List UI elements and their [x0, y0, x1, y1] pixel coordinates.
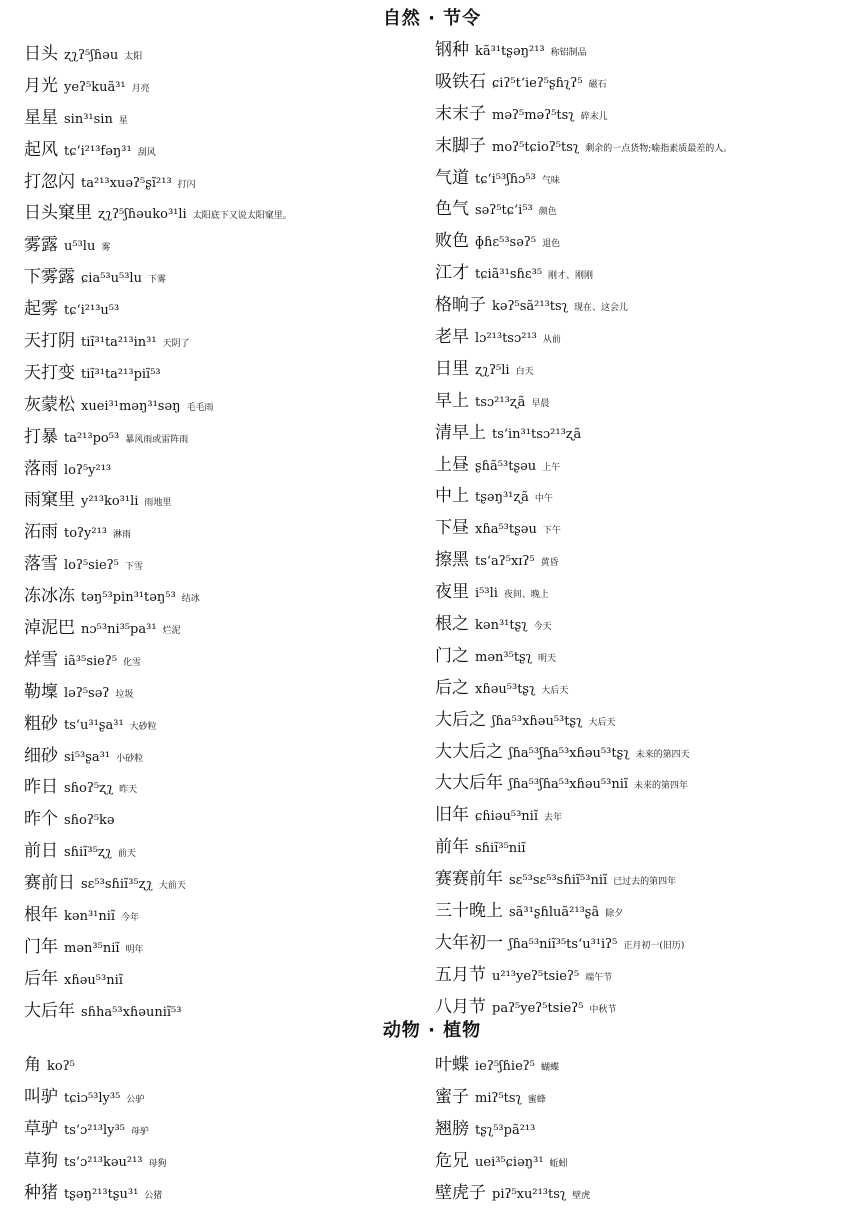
entry-pronunciation: mən³⁵tʂʅ [475, 649, 533, 665]
entry-word: 擦黑 [435, 550, 469, 571]
entry-word: 日头 [24, 44, 58, 64]
entry-pronunciation: y²¹³ko³¹li [81, 494, 139, 510]
entry-gloss: 正月初一(旧历) [623, 940, 685, 951]
entry-pronunciation: uei³⁵ɕiəŋ³¹ [475, 1154, 544, 1170]
entry-row [24, 38, 292, 70]
entry-pronunciation: tsʻin³¹tsɔ²¹³ʐã [492, 426, 582, 442]
entry-pronunciation: tsʻɔ²¹³kəu²¹³ [64, 1154, 143, 1170]
entry-gloss: 淋雨 [113, 530, 132, 541]
entry-gloss: 已过去的第四年 [613, 877, 677, 888]
entry-pronunciation: tsʻɔ²¹³ly³⁵ [64, 1122, 125, 1138]
entry-row [435, 608, 732, 640]
entry-gloss: 未来的第四年 [634, 781, 689, 792]
entry-pronunciation: tsʻaʔ⁵xɪʔ⁵ [475, 554, 535, 570]
entry-gloss: 月亮 [131, 83, 150, 94]
entry-gloss: 结冰 [181, 594, 200, 605]
entry-gloss: 蝴蝶 [540, 1063, 559, 1073]
entry-row [435, 193, 732, 225]
entry-word: 大大后之 [435, 741, 503, 762]
entry-word: 大年初一 [435, 932, 503, 953]
entry-pronunciation: sɛ⁵³sɛ⁵³sɦiĩ⁵³niĩ [509, 873, 608, 889]
entry-pronunciation: kã³¹tʂəŋ²¹³ [475, 44, 545, 59]
entry-row [435, 672, 732, 704]
entry-pronunciation: ʃɦa⁵³ʃɦa⁵³xɦəu⁵³tʂʅ [509, 745, 630, 761]
entry-word: 赛前日 [24, 873, 75, 894]
entry-word: 角 [24, 1055, 41, 1075]
entry-row [24, 197, 292, 229]
entry-word: 壁虎子 [435, 1182, 486, 1203]
entry-word: 格晌子 [435, 295, 486, 316]
entry-row [24, 1049, 167, 1081]
entry-word: 勒壈 [24, 681, 58, 702]
entry-word: 色气 [435, 199, 469, 220]
entry-gloss: 太阳 [124, 52, 143, 62]
entry-gloss: 下雾 [147, 275, 166, 286]
entry-row [24, 867, 292, 899]
entry-word: 大后之 [435, 709, 486, 730]
entry-pronunciation: ʃɦa⁵³ʃɦa⁵³xɦəu⁵³niĩ [509, 777, 629, 793]
entry-gloss: 昨天 [119, 785, 138, 796]
entry-word: 昨个 [24, 809, 58, 830]
entry-word: 烊雪 [24, 649, 58, 670]
entry-gloss: 天阴了 [162, 339, 190, 350]
entry-word: 门之 [435, 645, 469, 666]
entry-gloss: 下雪 [124, 562, 143, 573]
entry-pronunciation: nɔ⁵³ni³⁵pa³¹ [81, 622, 157, 638]
entry-pronunciation: tʂəŋ³¹ʐã [475, 490, 529, 506]
entry-gloss: 中午 [534, 494, 553, 505]
entry-word: 打暴 [24, 426, 58, 447]
entry-row [24, 1145, 167, 1177]
entry-row [435, 1113, 590, 1145]
entry-gloss: 雨地里 [144, 498, 172, 509]
entry-gloss: 黄昏 [540, 558, 559, 569]
entry-word: 气道 [435, 167, 469, 188]
entry-row [24, 389, 292, 421]
entry-row [24, 102, 292, 134]
entry-word: 星星 [24, 107, 58, 128]
entry-row [24, 548, 292, 580]
entry-row [435, 704, 732, 736]
entry-pronunciation: sɛ⁵³sɦiĩ³⁵ʐʅ [81, 877, 153, 893]
entry-gloss: 早晨 [531, 398, 550, 409]
entry-row [435, 1145, 590, 1177]
entry-pronunciation: tiĩ³¹ta²¹³piĩ⁵³ [81, 366, 161, 382]
entry-gloss: 剩余的一点货物;喻指素质最差的人。 [585, 143, 733, 154]
entry-pronunciation: ta²¹³xuəʔ⁵ʂĩ²¹³ [81, 175, 172, 191]
entry-pronunciation: toʔy²¹³ [64, 526, 107, 542]
entry-pronunciation: məʔ⁵məʔ⁵tsʅ [492, 107, 575, 123]
entry-word: 草驴 [24, 1118, 58, 1139]
entry-row [435, 767, 732, 799]
entry-gloss: 明年 [125, 944, 144, 955]
entry-pronunciation: ʐʅʔ⁵li [475, 362, 510, 378]
entry-gloss: 今年 [121, 913, 140, 924]
entry-word: 天打阴 [24, 331, 75, 352]
entry-pronunciation: ieʔ⁵ʃɦieʔ⁵ [475, 1059, 535, 1074]
entry-row [435, 512, 732, 544]
entry-word: 八月节 [435, 996, 486, 1017]
entry-gloss: 雾 [101, 243, 111, 254]
entry-row [24, 644, 292, 676]
entry-word: 危兄 [435, 1150, 469, 1171]
entry-row [24, 229, 292, 261]
entry-row [435, 353, 732, 385]
entry-word: 三十晚上 [435, 901, 503, 922]
entry-word: 根年 [24, 905, 58, 926]
entry-pronunciation: iã³⁵sieʔ⁵ [64, 653, 118, 669]
entry-word: 败色 [435, 231, 469, 252]
entry-word: 起风 [24, 139, 58, 160]
entry-word: 末末子 [435, 103, 486, 124]
entry-pronunciation: sɦoʔ⁵ʐʅ [64, 781, 114, 797]
entry-pronunciation: lɔ²¹³tsɔ²¹³ [475, 331, 537, 347]
section-title-animals: 动物 · 植物 [382, 1020, 482, 1041]
entry-word: 旧年 [435, 805, 469, 826]
entry-word: 后年 [24, 968, 58, 989]
entry-gloss: 白天 [515, 366, 534, 377]
entry-row [435, 736, 732, 768]
entry-gloss: 今天 [533, 622, 552, 633]
entry-gloss: 母驴 [130, 1126, 149, 1137]
entry-row [435, 927, 732, 959]
entry-word: 大大后年 [435, 773, 503, 794]
entry-word: 前日 [24, 841, 58, 862]
entry-word: 沰雨 [24, 522, 58, 543]
entry-row [435, 959, 732, 991]
column-left [24, 38, 292, 1027]
entry-row [435, 257, 732, 289]
entry-pronunciation: təŋ⁵³pin³¹təŋ⁵³ [81, 590, 176, 606]
entry-pronunciation: i⁵³li [475, 586, 498, 602]
entry-row [24, 931, 292, 963]
entry-gloss: 小砂粒 [116, 753, 144, 764]
entry-pronunciation: tɕʻi²¹³u⁵³ [64, 303, 120, 319]
entry-word: 上昼 [435, 454, 469, 475]
entry-pronunciation: kəʔ⁵sã²¹³tsʅ [492, 299, 569, 315]
entry-word: 昨日 [24, 777, 58, 798]
column-left-animals [24, 1049, 167, 1208]
entry-pronunciation: tʂʅ⁵³pã²¹³ [475, 1122, 536, 1138]
entry-gloss: 夜间、晚上 [503, 590, 549, 601]
entry-word: 后之 [435, 677, 469, 698]
entry-row [24, 1113, 167, 1145]
entry-pronunciation: miʔ⁵tsʅ [475, 1090, 522, 1106]
entry-row [24, 70, 292, 102]
entry-word: 前年 [435, 837, 469, 858]
entry-gloss: 中秋节 [589, 1004, 617, 1015]
entry-word: 夜里 [435, 582, 469, 603]
entry-pronunciation: piʔ⁵xu²¹³tsʅ [492, 1186, 567, 1202]
entry-row [435, 289, 732, 321]
entry-pronunciation: tɕʻi⁵³ʃɦɔ⁵³ [475, 171, 536, 187]
entry-row [24, 740, 292, 772]
entry-gloss: 母狗 [148, 1158, 167, 1169]
entry-gloss: 除夕 [605, 909, 624, 920]
entry-word: 中上 [435, 486, 469, 507]
entry-row [24, 580, 292, 612]
entry-pronunciation: tʂəŋ²¹³tʂu³¹ [64, 1186, 139, 1202]
entry-row [24, 453, 292, 485]
entry-word: 落雨 [24, 458, 58, 479]
entry-pronunciation: ləʔ⁵səʔ [64, 685, 110, 701]
entry-gloss: 气味 [541, 175, 560, 186]
entry-gloss: 太阳底下又说太阳窠里。 [192, 211, 292, 222]
entry-gloss: 下午 [542, 526, 561, 537]
entry-row [24, 963, 292, 995]
entry-gloss: 端午节 [585, 972, 613, 983]
entry-row [24, 166, 292, 198]
entry-row [435, 1081, 590, 1113]
entry-pronunciation: tɕʻi²¹³fəŋ³¹ [64, 143, 132, 159]
entry-row [435, 225, 732, 257]
entry-row [24, 899, 292, 931]
entry-pronunciation: ʐʅʔ⁵ʃɦəu [64, 48, 119, 63]
entry-row [435, 863, 732, 895]
entry-word: 粗砂 [24, 713, 58, 734]
entry-row [24, 803, 292, 835]
entry-word: 早上 [435, 390, 469, 411]
entry-word: 蜜子 [435, 1086, 469, 1107]
entry-row [435, 480, 732, 512]
entry-row [24, 484, 292, 516]
entry-row [435, 130, 732, 162]
entry-gloss: 前天 [117, 849, 136, 860]
entry-gloss: 明天 [538, 653, 557, 664]
entry-word: 根之 [435, 614, 469, 635]
entry-row [435, 640, 732, 672]
entry-word: 清早上 [435, 422, 486, 443]
entry-pronunciation: sɦoʔ⁵kə [64, 813, 115, 829]
entry-pronunciation: sã³¹ʂɦluã²¹³ʂã [509, 905, 600, 921]
entry-row [435, 1049, 590, 1081]
entry-gloss: 颜色 [538, 207, 557, 218]
entry-gloss: 大前天 [158, 881, 186, 892]
entry-pronunciation: u²¹³yeʔ⁵tsieʔ⁵ [492, 968, 580, 984]
entry-pronunciation: ɕiʔ⁵tʻieʔ⁵ʂɦʅʔ⁵ [492, 75, 583, 91]
entry-gloss: 打闪 [177, 179, 196, 190]
entry-pronunciation: sin³¹sin [64, 111, 113, 127]
entry-row [435, 544, 732, 576]
entry-word: 冻冰冻 [24, 586, 75, 607]
entry-row [435, 895, 732, 927]
entry-gloss: 公驴 [126, 1094, 145, 1105]
entry-row [435, 162, 732, 194]
entry-row [435, 831, 732, 863]
entry-pronunciation: ta²¹³po⁵³ [64, 430, 120, 446]
entry-gloss: 大砂粒 [129, 721, 157, 732]
entry-word: 雾露 [24, 235, 58, 256]
entry-word: 门年 [24, 936, 58, 957]
entry-gloss: 磁石 [588, 79, 607, 90]
entry-word: 落雪 [24, 554, 58, 575]
entry-word: 日里 [435, 358, 469, 379]
entry-row [435, 417, 732, 449]
entry-pronunciation: xɦəu⁵³tʂʅ [475, 681, 536, 697]
column-right [435, 34, 732, 1023]
entry-word: 老早 [435, 327, 469, 348]
entry-word: 灰蒙松 [24, 394, 75, 415]
entry-row [24, 771, 292, 803]
entry-row [24, 708, 292, 740]
entry-word: 天打变 [24, 362, 75, 383]
entry-pronunciation: xɦa⁵³tʂəu [475, 522, 537, 538]
entry-pronunciation: tɕiã³¹sɦɛ³⁵ [475, 267, 543, 283]
entry-row [24, 325, 292, 357]
entry-word: 月光 [24, 75, 58, 96]
entry-row [435, 34, 732, 66]
entry-gloss: 壁虎 [572, 1190, 591, 1201]
entry-gloss: 从前 [542, 335, 561, 346]
column-right-animals [435, 1049, 590, 1208]
entry-row [435, 385, 732, 417]
entry-gloss: 烂泥 [162, 626, 181, 637]
entry-row [24, 421, 292, 453]
entry-gloss: 公猪 [144, 1190, 163, 1201]
entry-row [435, 66, 732, 98]
entry-gloss: 垃圾 [115, 689, 134, 700]
entry-pronunciation: tiĩ³¹ta²¹³in³¹ [81, 335, 157, 351]
entry-gloss: 现在、这会儿 [574, 303, 629, 314]
entry-word: 下昼 [435, 518, 469, 539]
entry-pronunciation: sɦiĩ³⁵niĩ [475, 841, 526, 857]
entry-gloss: 未来的第四天 [635, 749, 690, 760]
entry-word: 种猪 [24, 1182, 58, 1203]
entry-word: 翘膀 [435, 1118, 469, 1139]
entry-word: 末脚子 [435, 135, 486, 156]
entry-gloss: 刮风 [137, 147, 156, 158]
entry-gloss: 上午 [542, 462, 561, 473]
entry-pronunciation: mən³⁵niĩ [64, 940, 120, 956]
entry-row [24, 516, 292, 548]
entry-pronunciation: xuei³¹məŋ³¹səŋ [81, 398, 181, 414]
entry-row [24, 1081, 167, 1113]
entry-pronunciation: loʔ⁵sieʔ⁵ [64, 558, 119, 574]
entry-row [24, 134, 292, 166]
entry-gloss: 星 [118, 115, 128, 126]
entry-gloss: 大后天 [541, 685, 569, 696]
entry-row [24, 676, 292, 708]
entry-gloss: 刚才、刚刚 [548, 271, 594, 282]
entry-word: 大后年 [24, 1000, 75, 1021]
entry-gloss: 蜜蜂 [527, 1094, 546, 1105]
entry-gloss: 蚯蚓 [549, 1158, 568, 1169]
entry-word: 叫驴 [24, 1086, 58, 1107]
entry-word: 日头窠里 [24, 203, 92, 224]
entry-word: 叶蝶 [435, 1055, 469, 1075]
entry-pronunciation: u⁵³lu [64, 239, 96, 255]
entry-row [435, 98, 732, 130]
entry-pronunciation: ʐʅʔ⁵ʃɦəuko³¹li [98, 207, 187, 223]
entry-word: 赛赛前年 [435, 869, 503, 890]
entry-pronunciation: tsɔ²¹³ʐã [475, 394, 526, 410]
entry-row [435, 799, 732, 831]
entry-word: 五月节 [435, 964, 486, 985]
entry-pronunciation: ʃɦa⁵³xɦəu⁵³tʂʅ [492, 713, 583, 729]
entry-word: 草狗 [24, 1150, 58, 1171]
entry-word: 细砂 [24, 745, 58, 766]
entry-row [24, 612, 292, 644]
entry-pronunciation: ɕia⁵³u⁵³lu [81, 271, 142, 287]
entry-pronunciation: tɕiɔ⁵³ly³⁵ [64, 1090, 121, 1106]
entry-pronunciation: koʔ⁵ [47, 1059, 75, 1074]
entry-pronunciation: ɸɦɛ⁵³səʔ⁵ [475, 235, 537, 251]
entry-word: 雨窠里 [24, 490, 75, 511]
entry-pronunciation: loʔ⁵y²¹³ [64, 462, 112, 478]
entry-pronunciation: si⁵³ʂa³¹ [64, 749, 111, 765]
entry-pronunciation: kən³¹tʂʅ [475, 618, 528, 634]
entry-pronunciation: kən³¹niĩ [64, 909, 116, 925]
entry-gloss: 碎末儿 [580, 111, 608, 122]
entry-pronunciation: sɦha⁵³xɦəuniĩ⁵³ [81, 1004, 182, 1020]
entry-pronunciation: tsʻu³¹ʂa³¹ [64, 717, 124, 733]
entry-gloss: 称铝制品 [550, 48, 587, 58]
entry-gloss: 毛毛雨 [186, 402, 214, 413]
entry-word: 江才 [435, 263, 469, 284]
entry-pronunciation: paʔ⁵yeʔ⁵tsieʔ⁵ [492, 1000, 584, 1016]
entry-row [24, 293, 292, 325]
entry-word: 起雾 [24, 299, 58, 320]
entry-pronunciation: ʃɦa⁵³niĩ³⁵tsʻu³¹iʔ⁵ [509, 936, 618, 952]
entry-row [24, 1177, 167, 1209]
section-title-nature: 自然 · 节令 [382, 8, 482, 29]
entry-gloss: 大后天 [588, 717, 616, 728]
entry-word: 钢种 [435, 40, 469, 60]
entry-pronunciation: səʔ⁵tɕʻi⁵³ [475, 203, 533, 219]
entry-pronunciation: sɦiĩ³⁵ʐʅ [64, 845, 112, 861]
entry-pronunciation: xɦəu⁵³niĩ [64, 972, 123, 988]
entry-row [435, 576, 732, 608]
entry-gloss: 去年 [544, 813, 563, 824]
entry-word: 下雾露 [24, 267, 75, 288]
entry-row [24, 835, 292, 867]
entry-row [435, 321, 732, 353]
entry-pronunciation: yeʔ⁵kuã³¹ [64, 79, 126, 95]
entry-gloss: 退色 [542, 239, 561, 250]
entry-gloss: 化雪 [123, 657, 142, 668]
entry-row [435, 1177, 590, 1209]
entry-pronunciation: ʂɦã⁵³tʂəu [475, 458, 537, 474]
entry-row [24, 357, 292, 389]
entry-pronunciation: moʔ⁵tɕioʔ⁵tsʅ [492, 139, 580, 155]
entry-pronunciation: ɕɦiəu⁵³niĩ [475, 809, 538, 825]
entry-word: 淖泥巴 [24, 618, 75, 639]
entry-word: 吸铁石 [435, 71, 486, 92]
entry-row [435, 449, 732, 481]
entry-word: 打忽闪 [24, 171, 75, 192]
entry-row [24, 261, 292, 293]
entry-gloss: 暴风雨或雷阵雨 [125, 434, 189, 445]
